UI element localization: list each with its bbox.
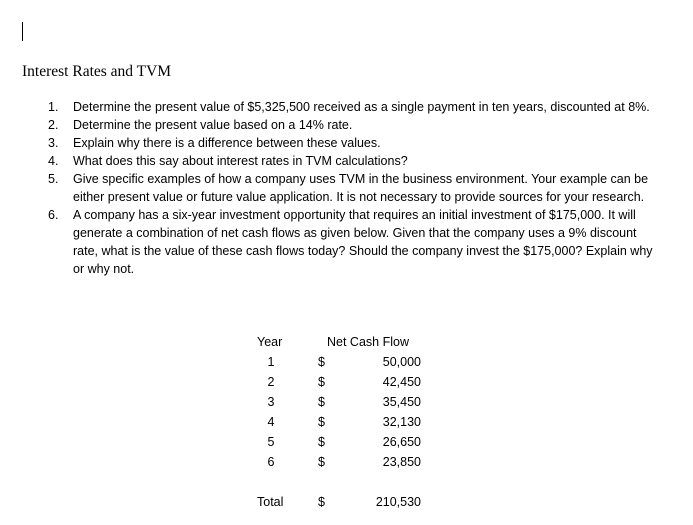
list-item xyxy=(48,134,656,152)
total-label: Total xyxy=(257,495,284,509)
year-cell: 2 xyxy=(267,375,275,389)
year-cell: 4 xyxy=(267,415,275,429)
year-cell: 3 xyxy=(267,395,275,409)
currency-symbol: $ xyxy=(318,375,325,389)
list-item xyxy=(48,206,656,278)
amount-cell: 32,130 xyxy=(382,415,421,429)
list-item xyxy=(48,98,656,116)
text-cursor xyxy=(22,22,23,41)
question-number: 5. xyxy=(48,172,59,186)
question-number: 4. xyxy=(48,154,59,168)
amount-cell: 50,000 xyxy=(382,355,421,369)
question-text: Give specific examples of how a company uses TVM in the business environment. Your example can be either present value or future value application. It is not necessary to provide sources for your research. xyxy=(73,172,649,204)
year-header: Year xyxy=(257,335,283,349)
question-text: What does this say about interest rates in TVM calculations? xyxy=(73,154,408,168)
question-number: 6. xyxy=(48,208,59,222)
amount-cell: 42,450 xyxy=(382,375,421,389)
list-item xyxy=(48,116,656,134)
amount-cell: 23,850 xyxy=(382,455,421,469)
year-cell: 5 xyxy=(267,435,275,449)
currency-symbol: $ xyxy=(318,435,325,449)
question-text: Determine the present value of $5,325,500 received as a single payment in ten years, discounted at 8%. xyxy=(73,100,650,114)
question-number: 3. xyxy=(48,136,59,150)
list-item xyxy=(48,152,656,170)
currency-symbol: $ xyxy=(318,355,325,369)
currency-symbol: $ xyxy=(318,415,325,429)
net-cash-flow-header: Net Cash Flow xyxy=(327,335,409,349)
amount-cell: 35,450 xyxy=(382,395,421,409)
year-cell: 1 xyxy=(267,355,275,369)
currency-symbol: $ xyxy=(318,455,325,469)
year-cell: 6 xyxy=(267,455,275,469)
question-number: 1. xyxy=(48,100,59,114)
question-text: Determine the present value based on a 14% rate. xyxy=(73,118,353,132)
currency-symbol: $ xyxy=(318,495,325,509)
question-number: 2. xyxy=(48,118,59,132)
question-text: A company has a six-year investment opportunity that requires an initial investment of $175,000. It will generate a combination of net cash flows as given below. Given that the company uses a 9% discount rate, what is the value of these cash flows today? Should the company invest the $175,000? Explain why or why not. xyxy=(73,208,653,276)
currency-symbol: $ xyxy=(318,395,325,409)
amount-cell: 26,650 xyxy=(382,435,421,449)
question-text: Explain why there is a difference between these values. xyxy=(73,136,381,150)
question-list xyxy=(48,98,656,278)
document-heading: Interest Rates and TVM xyxy=(22,63,172,80)
list-item xyxy=(48,170,656,206)
total-amount: 210,530 xyxy=(375,495,421,509)
